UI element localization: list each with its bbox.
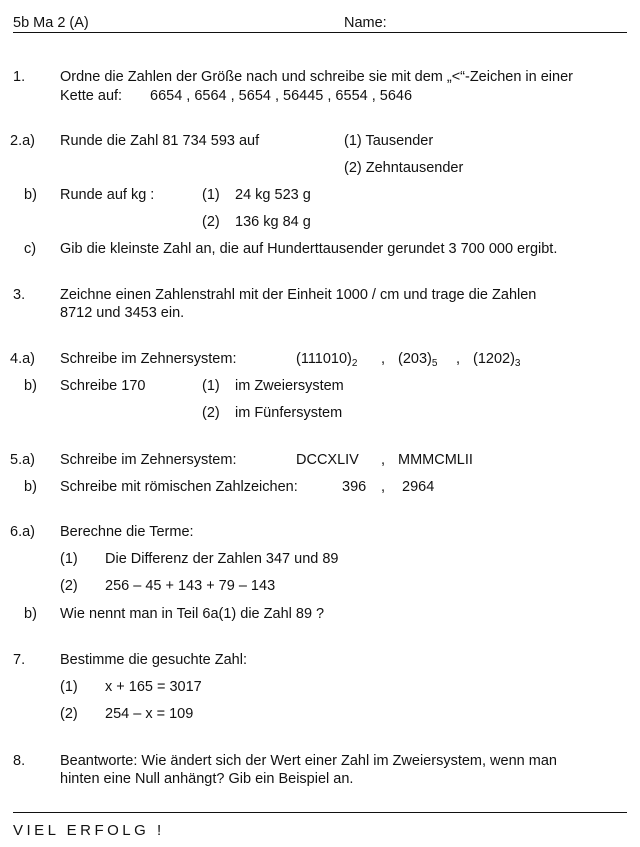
q3-number: 3. (13, 287, 26, 303)
q7-text: Bestimme die gesuchte Zahl: (60, 652, 247, 668)
footer-divider (13, 812, 627, 813)
q4b-number: b) (24, 378, 37, 394)
q4b-option-2-value: im Fünfersystem (235, 405, 343, 421)
q4a-separator-2: , (456, 351, 461, 367)
name-label: Name: (344, 15, 387, 31)
footer-message: VIEL ERFOLG ! (13, 822, 165, 839)
q5a-number: 5.a) (10, 452, 35, 468)
q4b-option-1-num: (1) (202, 378, 220, 394)
q6a-term-2-num: (2) (60, 578, 78, 594)
q5a-separator: , (381, 452, 386, 468)
q3-line2: 8712 und 3453 ein. (60, 305, 185, 321)
q4a-value-2: $(203)_5$ (398, 351, 438, 369)
q4a-text: Schreibe im Zehnersystem: (60, 351, 237, 367)
q7-number: 7. (13, 652, 26, 668)
q6a-term-1-text: Die Differenz der Zahlen 347 und 89 (105, 551, 339, 567)
class-label: 5b Ma 2 (A) (13, 15, 89, 31)
q1-line1: Ordne die Zahlen der Größe nach und schreibe sie mit dem „<“-Zeichen in einer (60, 69, 573, 85)
q5a-value-1: DCCXLIV (296, 452, 359, 468)
q6a-number: 6.a) (10, 524, 35, 540)
q4a-separator-1: , (381, 351, 386, 367)
q5b-value-2: 2964 (402, 479, 435, 495)
q6b-text: Wie nennt man in Teil 6a(1) die Zahl 89 ? (60, 606, 325, 622)
q1-line2-prefix: Kette auf: (60, 88, 123, 104)
q8-line2: hinten eine Null anhängt? Gib ein Beispiel an. (60, 771, 354, 787)
q8-number: 8. (13, 753, 26, 769)
q7-equation-2-num: (2) (60, 706, 78, 722)
q5b-separator: , (381, 479, 386, 495)
q7-equation-2-text: 254 – x = 109 (105, 706, 194, 722)
q2c-text: Gib die kleinste Zahl an, die auf Hunderttausender gerundet 3 700 000 ergibt. (60, 241, 558, 257)
header-underline (13, 32, 627, 33)
q7-equation-1-num: (1) (60, 679, 78, 695)
q4b-text: Schreibe 170 (60, 378, 146, 394)
q8-line1: Beantworte: Wie ändert sich der Wert einer Zahl im Zweiersystem, wenn man (60, 753, 557, 769)
q5a-value-2: MMMCMLII (398, 452, 473, 468)
q2b-text: Runde auf kg : (60, 187, 155, 203)
q2b-option-2-value: 136 kg 84 g (235, 214, 311, 230)
q3-line1: Zeichne einen Zahlenstrahl mit der Einheit 1000 / cm und trage die Zahlen (60, 287, 537, 303)
q6a-term-1-num: (1) (60, 551, 78, 567)
q6a-term-2-text: 256 – 45 + 143 + 79 – 143 (105, 578, 276, 594)
q2a-number: 2.a) (10, 133, 35, 149)
q2b-number: b) (24, 187, 37, 203)
q6a-text: Berechne die Terme: (60, 524, 194, 540)
q6b-number: b) (24, 606, 37, 622)
q2a-text: Runde die Zahl 81 734 593 auf (60, 133, 260, 149)
q4b-option-1-value: im Zweiersystem (235, 378, 344, 394)
q2b-option-1-num: (1) (202, 187, 220, 203)
q5b-text: Schreibe mit römischen Zahlzeichen: (60, 479, 298, 495)
q4b-option-2-num: (2) (202, 405, 220, 421)
q5b-number: b) (24, 479, 37, 495)
q7-equation-1-text: x + 165 = 3017 (105, 679, 202, 695)
q2c-number: c) (24, 241, 37, 257)
q5a-text: Schreibe im Zehnersystem: (60, 452, 237, 468)
q2a-option-2: (2) Zehntausender (344, 160, 464, 176)
q2b-option-1-value: 24 kg 523 g (235, 187, 311, 203)
q2a-option-1: (1) Tausender (344, 133, 434, 149)
q1-numbers: 6654 , 6564 , 5654 , 56445 , 6554 , 5646 (150, 88, 413, 104)
q4a-value-1: $(111010)_2$ (296, 351, 358, 369)
q5b-value-1: 396 (342, 479, 367, 495)
q1-number: 1. (13, 69, 26, 85)
q4a-value-3: $(1202)_3$ (473, 351, 521, 369)
q2b-option-2-num: (2) (202, 214, 220, 230)
q4a-number: 4.a) (10, 351, 35, 367)
